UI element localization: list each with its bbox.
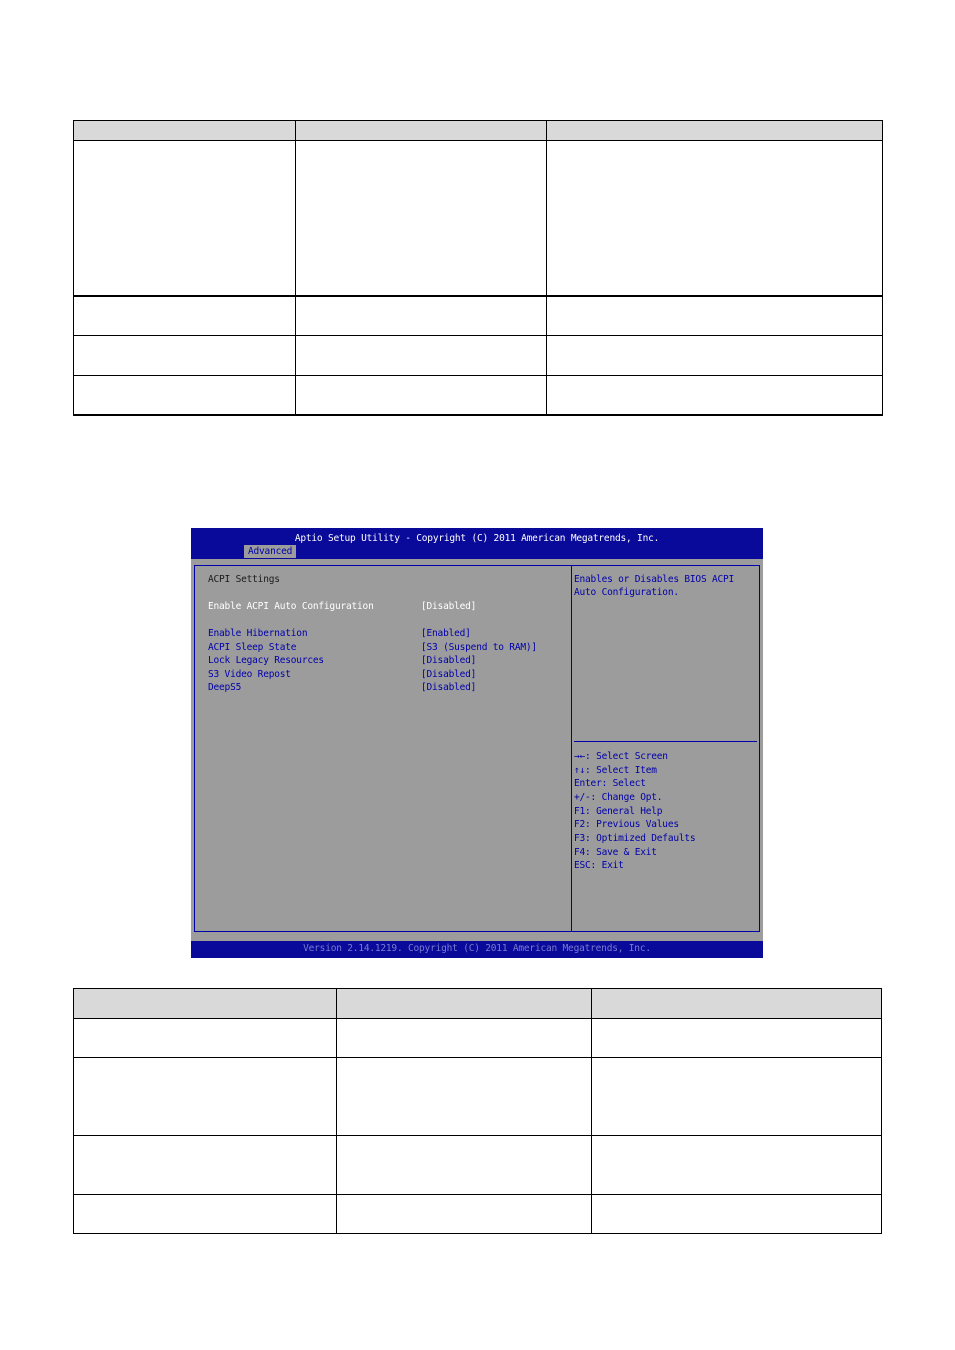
table-row	[74, 1058, 882, 1136]
table-header-cell	[74, 121, 296, 141]
table-cell	[337, 1019, 592, 1058]
table-cell	[592, 1195, 882, 1234]
table-cell	[74, 1019, 337, 1058]
table-header-row	[74, 989, 882, 1019]
table-cell	[296, 376, 547, 416]
table-cell	[547, 376, 883, 416]
bios-title: Aptio Setup Utility - Copyright (C) 2011 American Megatrends, Inc.	[294, 533, 660, 544]
table-cell	[296, 296, 547, 336]
table-cell	[337, 1195, 592, 1234]
table-cell	[337, 1136, 592, 1195]
bios-screenshot	[191, 528, 763, 958]
table-cell	[547, 141, 883, 297]
table-header-cell	[74, 989, 337, 1019]
setting-label-s3-video-repost[interactable]: S3 Video Repost	[208, 669, 291, 680]
key-help-f4: F4: Save & Exit	[574, 847, 657, 858]
table-cell	[74, 1058, 337, 1136]
table-header-cell	[337, 989, 592, 1019]
setting-value-lock-legacy[interactable]: [Disabled]	[421, 655, 477, 666]
table-cell	[74, 336, 296, 376]
setting-label-deeps5[interactable]: DeepS5	[208, 682, 242, 693]
setting-label-lock-legacy[interactable]: Lock Legacy Resources	[208, 655, 324, 666]
table-cell	[592, 1019, 882, 1058]
table-header-cell	[547, 121, 883, 141]
key-help-select-screen: →←: Select Screen	[574, 751, 668, 762]
table-cell	[592, 1136, 882, 1195]
table-cell	[296, 336, 547, 376]
table-cell	[592, 1058, 882, 1136]
bios-body	[191, 559, 763, 941]
table-row	[74, 1136, 882, 1195]
table-header-cell	[592, 989, 882, 1019]
setting-label-sleep-state[interactable]: ACPI Sleep State	[208, 642, 297, 653]
key-help-esc: ESC: Exit	[574, 860, 624, 871]
section-title: ACPI Settings	[208, 574, 280, 585]
help-text-line: Auto Configuration.	[574, 587, 679, 598]
setting-value-hibernation[interactable]: [Enabled]	[421, 628, 471, 639]
key-help-enter: Enter: Select	[574, 778, 646, 789]
table-cell	[74, 1136, 337, 1195]
table-cell	[547, 336, 883, 376]
top-table	[73, 120, 883, 416]
key-help-f1: F1: General Help	[574, 806, 663, 817]
setting-label-hibernation[interactable]: Enable Hibernation	[208, 628, 308, 639]
bottom-table	[73, 988, 882, 1234]
table-cell	[547, 296, 883, 336]
table-cell	[296, 141, 547, 297]
table-cell	[74, 376, 296, 416]
table-header-cell	[296, 121, 547, 141]
setting-value-sleep-state[interactable]: [S3 (Suspend to RAM)]	[421, 642, 537, 653]
table-header-row	[74, 121, 883, 141]
setting-label-acpi-auto-config[interactable]: Enable ACPI Auto Configuration	[208, 601, 374, 612]
table-cell	[74, 141, 296, 297]
setting-value-s3-video-repost[interactable]: [Disabled]	[421, 669, 477, 680]
key-help-f2: F2: Previous Values	[574, 819, 679, 830]
table-row	[74, 1195, 882, 1234]
help-text-line: Enables or Disables BIOS ACPI	[574, 574, 735, 585]
help-divider	[574, 741, 757, 742]
table-row	[74, 336, 883, 376]
setting-value-acpi-auto-config[interactable]: [Disabled]	[421, 601, 477, 612]
table-row	[74, 376, 883, 416]
table-cell	[74, 1195, 337, 1234]
table-cell	[337, 1058, 592, 1136]
table-row	[74, 296, 883, 336]
table-cell	[74, 296, 296, 336]
key-help-change-opt: +/-: Change Opt.	[574, 792, 663, 803]
table-row	[74, 1019, 882, 1058]
bios-panel-divider	[571, 565, 572, 932]
key-help-f3: F3: Optimized Defaults	[574, 833, 696, 844]
bios-footer: Version 2.14.1219. Copyright (C) 2011 American Megatrends, Inc.	[303, 943, 651, 954]
setting-value-deeps5[interactable]: [Disabled]	[421, 682, 477, 693]
key-help-select-item: ↑↓: Select Item	[574, 765, 657, 776]
bios-frame	[194, 565, 760, 932]
tab-advanced[interactable]: Advanced	[244, 545, 296, 558]
table-row	[74, 141, 883, 297]
